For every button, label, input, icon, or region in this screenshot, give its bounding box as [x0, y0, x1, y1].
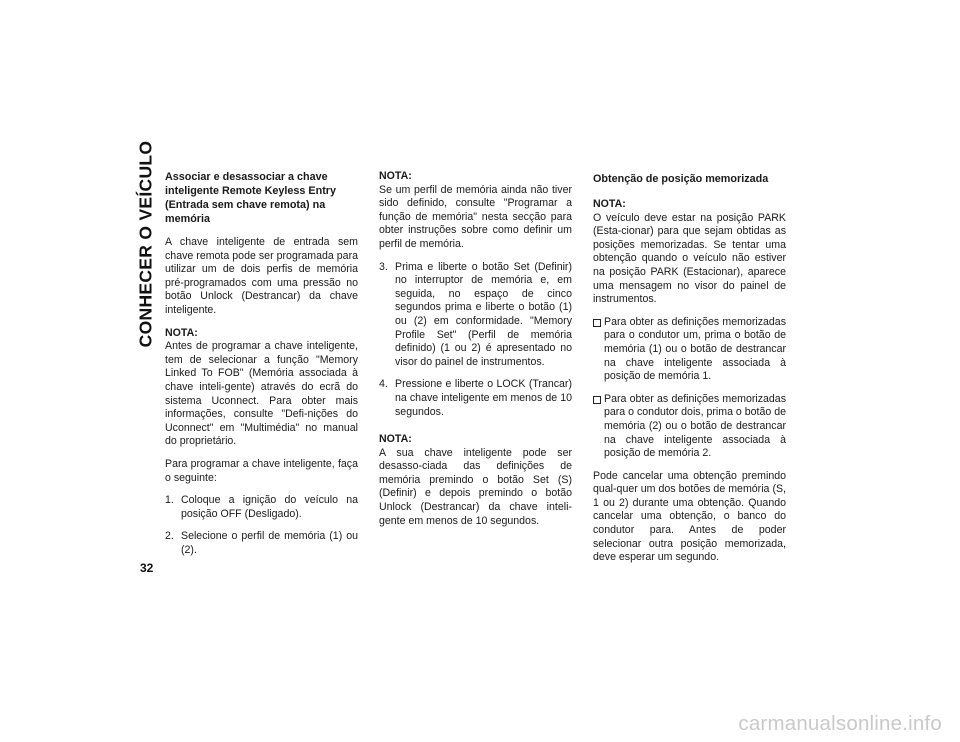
numbered-step [379, 261, 572, 370]
paragraph-cancel: Pode cancelar uma obtenção premindo qual-quer um dos botões de memória (S, 1 ou 2) durante uma obtenção. Quando cancelar uma obtenção, o banco do condutor para. Antes de poder selecionar outra posição memorizada, deve esperar um segundo. [593, 469, 786, 564]
numbered-step [379, 378, 572, 419]
section-side-tab [135, 140, 156, 348]
column-1 [165, 170, 358, 566]
bullet-item [593, 316, 786, 384]
note-label: NOTA: [379, 433, 412, 446]
step-number: 4. [379, 378, 388, 391]
step-number: 1. [165, 494, 174, 507]
note-label: NOTA: [379, 170, 412, 182]
page-number: 32 [140, 561, 154, 575]
note-block [379, 170, 572, 252]
numbered-step [165, 494, 358, 521]
bullet-item [593, 393, 786, 461]
bullet-text: Para obter as definições memorizadas para o condutor dois, prima o botão de memória (2) ou o botão de destrancar na chave inteligente associada à posição de memória 2. [604, 392, 786, 460]
step-text: Coloque a ignição do veículo na posição OFF (Desligado). [181, 494, 358, 520]
watermark: carmanualsonline.info [738, 712, 942, 735]
paragraph-program: Para programar a chave inteligente, faça o seguinte: [165, 457, 358, 484]
column-2 [379, 170, 572, 537]
note-block [165, 327, 358, 449]
note-text: Se um perfil de memória ainda não tiver sido definido, consulte "Programar a função de memória" nesta secção para obter instruções sobre como definir um perfil de memória. [379, 183, 572, 250]
step-number: 2. [165, 530, 174, 543]
step-text: Pressione e liberte o LOCK (Trancar) na chave inteligente em menos de 10 segundos. [395, 378, 572, 418]
note-label: NOTA: [593, 198, 626, 210]
section-heading-associate: Associar e desassociar a chave inteligente Remote Keyless Entry (Entrada sem chave remota) na memória [165, 171, 337, 225]
numbered-step [165, 530, 358, 557]
bullet-text: Para obter as definições memorizadas para o condutor um, prima o botão de memória (1) ou o botão de destrancar na chave inteligente associada à posição de memória 1. [604, 315, 786, 383]
section-side-tab-label: CONHECER O VEÍCULO [135, 140, 156, 348]
column-3 [593, 170, 786, 574]
step-text: Selecione o perfil de memória (1) ou (2). [181, 530, 358, 556]
square-bullet-icon [593, 316, 604, 384]
section-heading-recall: Obtenção de posição memorizada [593, 173, 769, 185]
note-text: Antes de programar a chave inteligente, tem de selecionar a função "Memory Linked To FOB" (Memória associada à chave inteli-gente) através do ecrã do sistema Uconnect. Para obter mais informações, consulte "Defi-nições do Uconnect" em "Multimédia" no manual do proprietário. [165, 340, 358, 448]
note-label: NOTA: [165, 326, 198, 339]
note-block [593, 198, 786, 307]
step-text: Prima e liberte o botão Set (Definir) no interruptor de memória e, em seguida, no espaço de cinco segundos prima e liberte o botão (1) ou (2) em conformidade. "Memory Profile Set" (Perfil de memória definido) (1 ou 2) é apresentado no visor do painel de instrumentos. [395, 260, 572, 368]
note-block [379, 433, 572, 528]
square-bullet-icon [593, 393, 604, 461]
note-text: A sua chave inteligente pode ser desasso-ciada das definições de memória premindo o botão Set (S) (Definir) e depois premindo o botão Unlock (Destrancar) da chave inteli-gente em menos de 10 segundos. [379, 446, 572, 527]
note-text: O veículo deve estar na posição PARK (Esta-cionar) para que sejam obtidas as posições memorizadas. Se tentar uma obtenção quando o veículo não estiver na posição PARK (Estacionar), aparece uma mensagem no visor do painel de instrumentos. [593, 211, 786, 306]
paragraph-intro: A chave inteligente de entrada sem chave remota pode ser programada para utilizar um de dois perfis de memória pré-programados com uma pressão no botão Unlock (Destrancar) da chave inteligente. [165, 236, 358, 316]
step-number: 3. [379, 260, 388, 273]
